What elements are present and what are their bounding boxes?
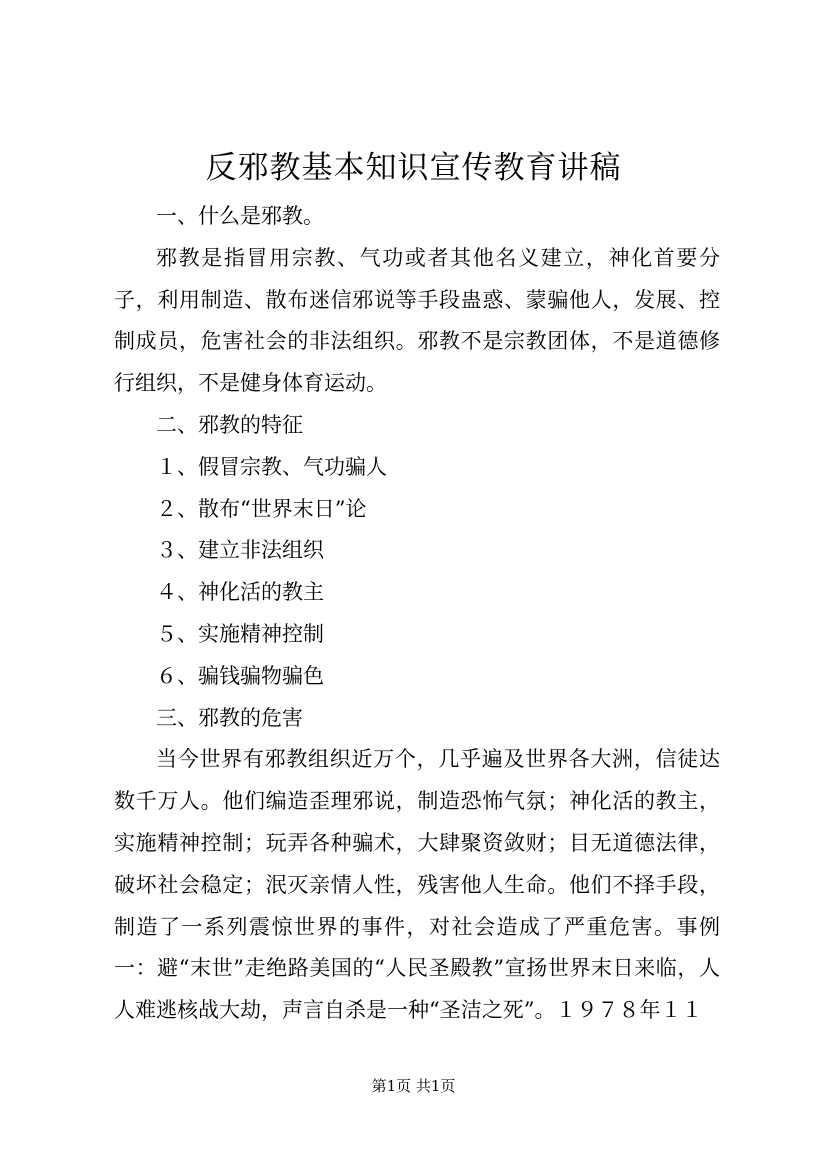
section-heading-what-is-cult: 一、什么是邪教。 bbox=[156, 204, 324, 228]
paragraph-harms: 当今世界有邪教组织近万个，几乎遍及世界各大洲，信徒达数千万人。他们编造歪理邪说，制造恐怖气氛；神化活的教主，实施精神控制；玩弄各种骗术，大肆聚资敛财；目无道德法律，破坏社会稳定；泯灭亲情人性，残害他人生命。他们不择手段，制造了一系列震惊世界的事件，对社会造成了严重危害。事例一：避“末世”走绝路美国的“人民圣殿教”宣扬世界末日来临，人人难逃核战大劫，声言自杀是一种“圣洁之死”。１９７８年１１ bbox=[114, 747, 720, 1023]
document-title: 反邪教基本知识宣传教育讲稿 bbox=[205, 150, 622, 186]
section-heading-harms: 三、邪教的危害 bbox=[156, 705, 303, 730]
list-item: ３、建立非法组织 bbox=[156, 538, 324, 563]
list-item: ６、骗钱骗物骗色 bbox=[156, 663, 324, 688]
list-item: ４、神化活的教主 bbox=[156, 580, 324, 605]
section-heading-characteristics: 二、邪教的特征 bbox=[156, 412, 303, 437]
page-footer: 第1页 共1页 bbox=[371, 1077, 456, 1095]
list-item: １、假冒宗教、气功骗人 bbox=[156, 454, 387, 479]
list-item: ５、实施精神控制 bbox=[156, 621, 324, 646]
paragraph-definition: 邪教是指冒用宗教、气功或者其他名义建立，神化首要分子，利用制造、散布迷信邪说等手段蛊惑、蒙骗他人，发展、控制成员，危害社会的非法组织。邪教不是宗教团体，不是道德修行组织，不是健身体育运动。 bbox=[114, 245, 720, 396]
list-item: ２、散布“世界末日”论 bbox=[156, 496, 367, 521]
document-body bbox=[114, 196, 720, 1032]
